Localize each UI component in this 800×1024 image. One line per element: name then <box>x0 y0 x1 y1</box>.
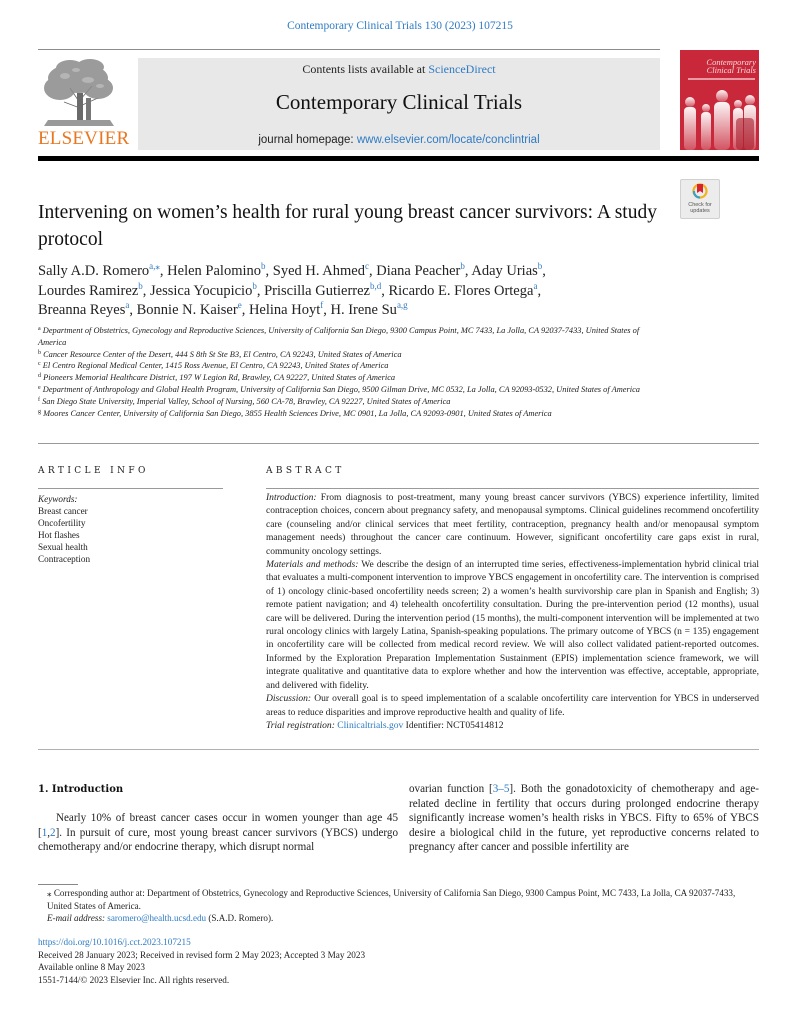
author-name: Syed H. Ahmed <box>272 263 365 279</box>
citation-link[interactable]: 2 <box>50 826 56 839</box>
author-name: Ricardo E. Flores Ortega <box>388 282 534 299</box>
publication-info <box>38 936 538 986</box>
article-title: Intervening on women’s health for rural young breast cancer survivors: A study protocol <box>38 202 657 250</box>
email-label: E-mail address: <box>47 913 106 923</box>
affiliation-key: d <box>38 373 41 380</box>
article-info-rule <box>38 488 223 489</box>
author-affiliation-marker[interactable]: e <box>237 300 242 310</box>
author[interactable] <box>38 263 160 279</box>
abstract-discussion <box>266 692 759 719</box>
abstract-intro-text: From diagnosis to post-treatment, many young breast cancer survivors (YBCS) experience infertility, limited contraception choices, concern about pregnancy safety, and menopausal symptoms. Clinical guidelines recommend oncofertility care (counseling and/or clinical services that meet fertility, contraception, pregnancy health and/or menopausal symptom management needs) throughout the cancer care continuum. However, significant oncofertility care gaps exist in rural, community oncology settings. <box>266 492 759 557</box>
citation-link[interactable]: 3–5 <box>492 783 510 795</box>
abstract-rule <box>266 488 759 489</box>
homepage-line <box>138 134 660 146</box>
keyword: Contraception <box>38 554 91 564</box>
check-for-updates-button[interactable] <box>680 179 720 219</box>
abstract-discussion-text: Our overall goal is to speed implementation of a scalable oncofertility care intervention for YBCS in underserved areas to reduce disparities and improve reproductive health and quality of life. <box>266 693 759 718</box>
cover-title-line2: Clinical Trials <box>706 65 756 75</box>
abstract-body <box>266 491 759 732</box>
keyword: Oncofertility <box>38 518 86 528</box>
contents-prefix: Contents lists available at <box>302 62 429 76</box>
author-affiliation-marker[interactable]: a <box>125 300 130 310</box>
author[interactable] <box>38 280 143 299</box>
corresponding-author-footnote <box>38 887 760 925</box>
affiliation-text: Moores Cancer Center, University of California San Diego, 3855 Health Sciences Drive, MC 0901, La Jolla, CA 92093-0901, United States of America <box>43 408 552 418</box>
footnote-marker: ⁎ <box>47 888 52 898</box>
affiliation-text: Cancer Resource Center of the Desert, 444 S 8th St Ste B3, El Centro, CA 92243, United States of America <box>43 349 402 359</box>
author[interactable] <box>137 302 242 318</box>
body-column-left <box>38 811 398 855</box>
author-affiliation-marker[interactable]: a <box>533 280 538 291</box>
author-affiliation-marker[interactable]: a,⁎ <box>149 261 160 271</box>
abstract-heading: ABSTRACT <box>266 466 345 476</box>
affiliation-key: c <box>38 361 41 368</box>
running-header[interactable]: Contemporary Clinical Trials 130 (2023) 107215 <box>287 20 513 32</box>
affiliation-key: g <box>38 408 41 415</box>
journal-cover-image[interactable] <box>680 50 759 150</box>
author[interactable] <box>330 302 407 318</box>
author-name: Bonnie N. Kaiser <box>136 302 238 318</box>
available-online: Available online 8 May 2023 <box>38 962 145 973</box>
author-name: H. Irene Su <box>330 302 397 318</box>
body-text: ovarian function [ <box>409 783 493 795</box>
author[interactable] <box>38 302 129 318</box>
author-name: Sally A.D. Romero <box>38 263 150 279</box>
affiliation-item <box>38 325 663 349</box>
author[interactable] <box>264 280 382 299</box>
author-affiliation-marker[interactable]: b <box>261 261 266 271</box>
crossmark-icon <box>692 183 708 201</box>
received-dates: Received 28 January 2023; Received in revised form 2 May 2023; Accepted 3 May 2023 <box>38 949 366 960</box>
section-divider <box>38 443 759 444</box>
author[interactable] <box>388 280 538 299</box>
footnote-text: Corresponding author at: Department of Obstetrics, Gynecology and Reproductive Sciences, University of California San Diego, 9300 Campus Point, MC 7433, La Jolla, CA 92037-7433, United States of America. <box>47 888 736 911</box>
author-affiliation-marker[interactable]: a,g <box>396 300 408 310</box>
affiliation-text: Pioneers Memorial Healthcare District, 197 W Legion Rd, Brawley, CA 92227, United States of America <box>43 373 396 383</box>
header-rule <box>38 49 660 50</box>
affiliation-item <box>38 372 663 384</box>
email-line <box>38 912 760 925</box>
affiliation-item <box>38 360 663 372</box>
trial-registration-label: Trial registration: <box>266 719 335 731</box>
email-suffix: (S.A.D. Romero). <box>206 913 274 923</box>
crossmark-line1: Check for <box>688 202 712 208</box>
affiliation-text: El Centro Regional Medical Center, 1415 Ross Avenue, El Centro, CA 92243, United States of America <box>42 361 389 371</box>
affiliation-item <box>38 384 663 396</box>
abstract-registration <box>266 719 759 732</box>
clinicaltrials-link[interactable]: Clinicaltrials.gov <box>337 719 404 731</box>
author-affiliation-marker[interactable]: c <box>365 261 369 271</box>
author[interactable] <box>249 302 323 318</box>
keywords-label: Keywords: <box>38 494 78 504</box>
trial-identifier: Identifier: NCT05414812 <box>403 719 504 731</box>
elsevier-tree-icon <box>40 58 118 128</box>
keywords-block <box>38 493 218 565</box>
affiliation-item <box>38 349 663 361</box>
author-affiliation-marker[interactable]: f <box>320 300 324 310</box>
abstract-bottom-rule <box>38 749 759 750</box>
affiliation-item <box>38 396 663 408</box>
abstract-introduction <box>266 491 759 558</box>
abstract-intro-label: Introduction: <box>266 492 317 503</box>
author-affiliation-marker[interactable]: b <box>138 280 143 291</box>
homepage-prefix: journal homepage: <box>258 134 357 146</box>
cover-title <box>684 58 756 74</box>
abstract-methods-label: Materials and methods: <box>266 559 359 571</box>
abstract-methods-text: We describe the design of an interrupted time series, effectiveness-implementation hybrid clinical trial that evaluates a multi-component intervention to improve YBCS engagement in oncofertility care. The intervention is comprised of 1) oncology clinic-based oncofertility needs screen; 2) a women’s health survivorship care plan in Spanish and English; 3) remote patient navigation; and 4) telehealth oncofertility consultation. During the pre-intervention period (12 months), usual care will be delivered. During the intervention period (15 months), the multi-component intervention will be implemented at two rural oncology clinics with largely Latina, Spanish-speaking populations. The primary outcome of YBCS (n = 135) engagement in oncofertility care will be collected from medical record review. We will also collect validated patient-reported outcomes. Informed by the Exploration Preparation Implementation Sustainment (EPIS) implementation science framework, we will integrate qualitative and quantitative data to explore whether and how the intervention was effective, acceptable, appropriate, and delivered with fidelity. <box>266 559 760 691</box>
affiliation-item <box>38 408 663 420</box>
author-list: Sally A.D. Romero$^{a,⁎}$, Helen Palomino$^b$, Syed H. Ahmed$^c$, Diana Peacher$^b$, Aday Urias$^b$, Lourdes Ramirez$^b$, Jessica Yocupicio$^b$, Priscilla Gutierrez$^{b,d}$, Ricardo E. Flores Ortega$^a$, Breanna Reyes$^a$, Bonnie N. Kaiser$^e$, Helina Hoyt$^f$, H. Irene Su$^{a,g}$ <box>38 261 546 318</box>
author-name: Helina Hoyt <box>248 302 321 318</box>
affiliation-key: e <box>38 384 41 391</box>
affiliation-key: f <box>38 396 40 403</box>
email-link[interactable]: saromero@health.ucsd.edu <box>107 913 207 923</box>
author-affiliation-marker[interactable]: b <box>537 261 543 271</box>
sciencedirect-link[interactable]: ScienceDirect <box>428 62 496 76</box>
affiliation-text: Department of Anthropology and Global Health Program, University of California San Diego, 9500 Gilman Drive, MC 0532, La Jolla, CA 92093-0532, United States of America <box>42 384 640 394</box>
author-name: Jessica Yocupicio <box>150 282 253 299</box>
body-column-right <box>409 782 759 855</box>
cover-silhouettes-icon <box>680 88 759 150</box>
author[interactable] <box>167 263 265 279</box>
author[interactable] <box>376 263 465 279</box>
keyword: Hot flashes <box>38 530 80 540</box>
check-for-updates-label <box>681 202 719 214</box>
elsevier-logo[interactable] <box>38 58 130 150</box>
cover-title-line1: Contemporary <box>706 57 756 67</box>
affiliation-key: a <box>38 326 41 332</box>
elsevier-wordmark: ELSEVIER <box>38 128 130 149</box>
affiliation-text: Department of Obstetrics, Gynecology and Reproductive Sciences, University of California San Diego, 9300 Campus Point, MC 7433, La Jolla, CA 92037-7433, United States of America <box>38 326 640 347</box>
journal-homepage-link[interactable]: www.elsevier.com/locate/conclintrial <box>356 134 540 146</box>
author-name: Aday Urias <box>471 263 538 279</box>
affiliation-list <box>38 325 663 419</box>
doi-link[interactable]: https://doi.org/10.1016/j.cct.2023.107215 <box>38 937 191 947</box>
abstract-discussion-label: Discussion: <box>266 693 312 705</box>
copyright: 1551-7144/© 2023 Elsevier Inc. All rights reserved. <box>38 974 230 985</box>
crossmark-line2: updates <box>690 208 710 214</box>
author-affiliation-marker[interactable]: b <box>252 280 257 291</box>
author[interactable] <box>273 263 369 279</box>
author-name: Lourdes Ramirez <box>38 282 139 299</box>
body-text: Nearly 10% of breast cancer cases occur in women younger than age 45 [ <box>38 812 398 839</box>
citation-separator: , <box>47 826 51 839</box>
citation-link[interactable]: 1 <box>41 826 48 839</box>
author[interactable] <box>471 263 542 279</box>
masthead-thick-rule <box>38 156 759 161</box>
abstract-methods <box>266 558 759 692</box>
keyword: Sexual health <box>38 542 88 552</box>
section-heading-introduction: 1. Introduction <box>38 784 124 795</box>
affiliation-key: b <box>38 349 41 356</box>
author-affiliation-marker[interactable]: b <box>460 261 465 271</box>
affiliation-text: San Diego State University, Imperial Valley, School of Nursing, 560 CA-78, Brawley, CA 92227, United States of America <box>42 396 451 406</box>
author-name: Helen Palomino <box>167 263 262 279</box>
corresponding-author-text <box>38 887 760 912</box>
cover-subtitle-bar <box>688 78 755 80</box>
article-info-heading: ARTICLE INFO <box>38 466 149 476</box>
body-text: ]. Both the gonadotoxicity of chemotherapy and age-related decline in fertility that occurs during prolonged endocrine therapy significantly increase women’s health risks in YBCS. Fifty to 65% of YBCS desire a biological child in the future, yet reproductive concerns related to pregnancy after cancer and possible infertility are <box>409 783 759 853</box>
author-name: Priscilla Gutierrez <box>264 282 370 299</box>
contents-line <box>138 62 660 77</box>
keyword: Breast cancer <box>38 506 88 516</box>
body-text: ]. In pursuit of cure, most young breast cancer survivors (YBCS) undergo chemotherapy and/or endocrine therapy, which disrupt normal <box>38 826 398 853</box>
author[interactable] <box>150 280 257 299</box>
author-name: Diana Peacher <box>376 263 461 279</box>
author-affiliation-marker[interactable]: b,d <box>369 280 382 291</box>
footnote-rule <box>38 884 78 885</box>
journal-masthead <box>138 58 660 150</box>
author-name: Breanna Reyes <box>38 302 126 318</box>
journal-title: Contemporary Clinical Trials <box>275 90 523 114</box>
